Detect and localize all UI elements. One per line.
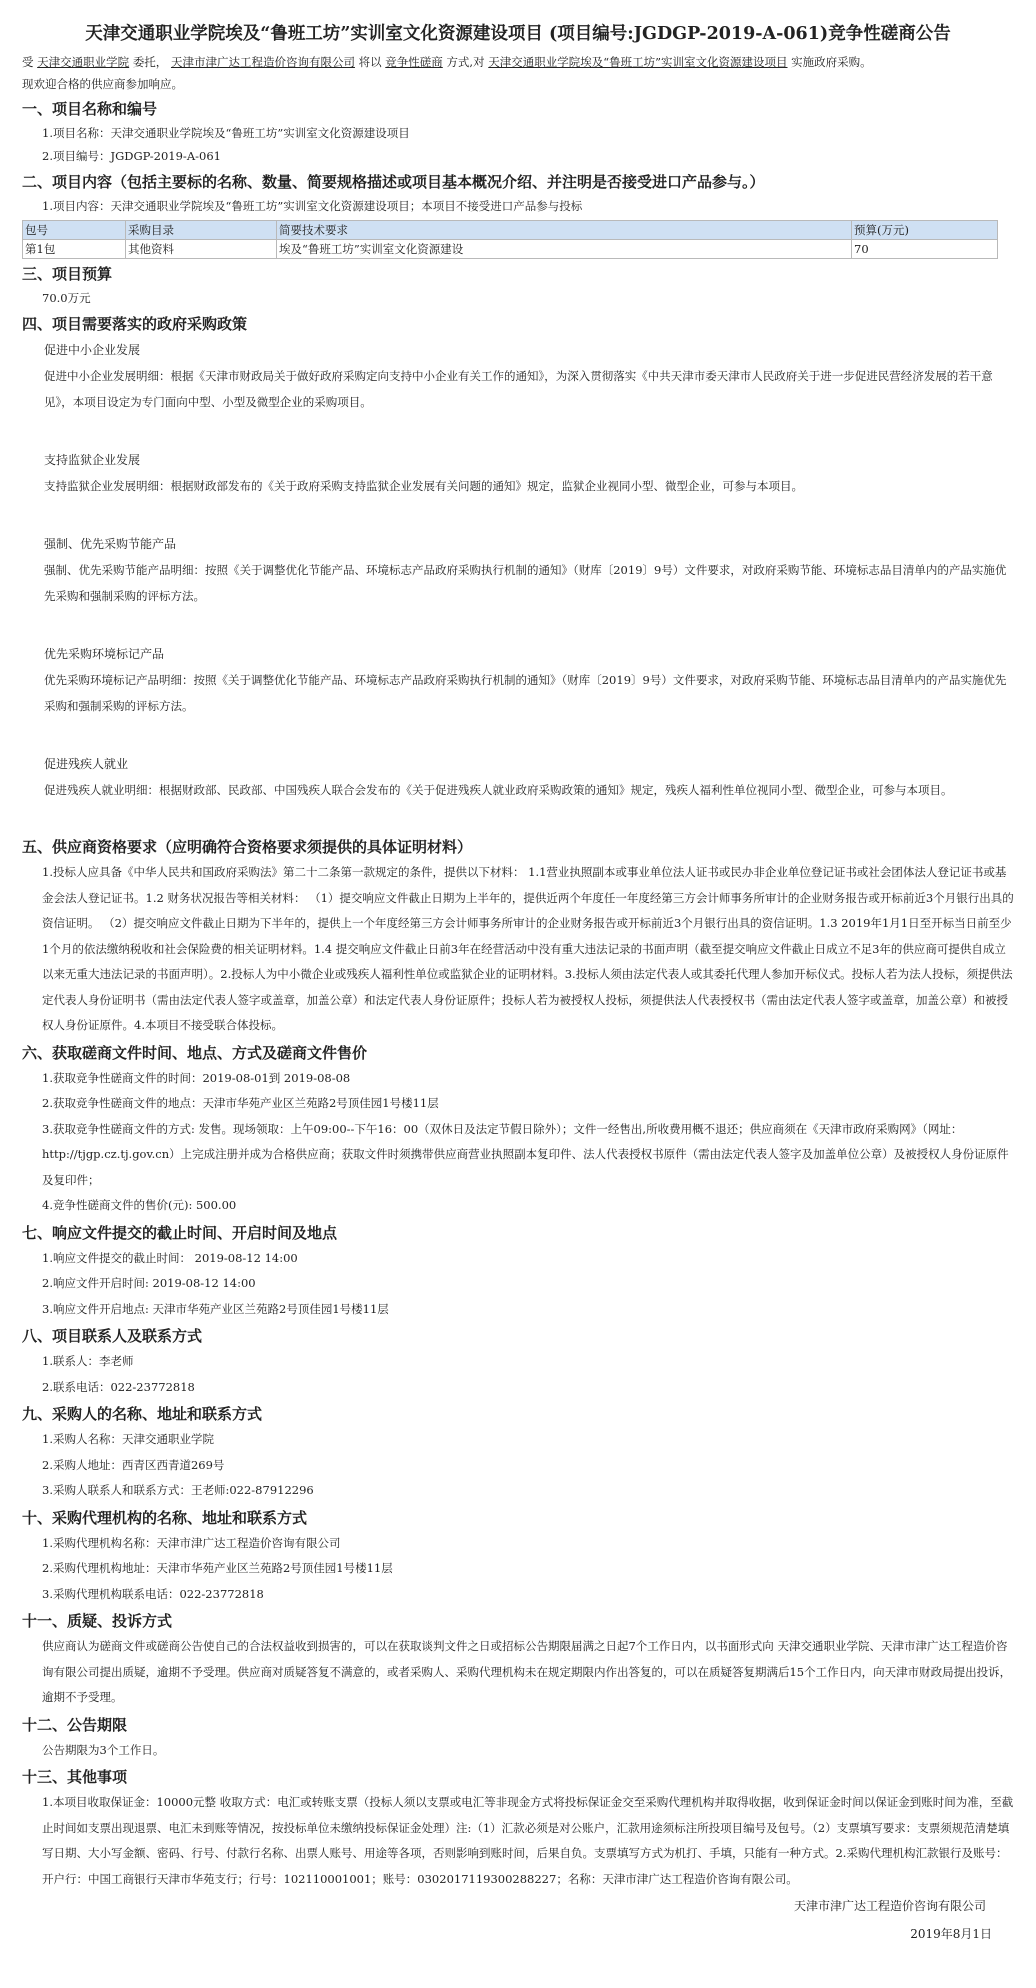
list-item: 2.采购代理机构地址：天津市华苑产业区兰苑路2号顶佳园1号楼11层	[42, 1561, 393, 1575]
col-header: 采购目录	[126, 221, 277, 240]
list-item: 3.采购人联系人和联系方式：王老师:022-87912296	[42, 1483, 314, 1497]
list-item: 1.采购人名称：天津交通职业学院	[42, 1432, 214, 1446]
table-cell: 70	[852, 240, 998, 259]
policy-title: 支持监狱企业发展	[44, 453, 141, 467]
col-header: 包号	[23, 221, 126, 240]
table-row	[23, 240, 998, 259]
list-item: 1.项目名称：天津交通职业学院埃及“鲁班工坊”实训室文化资源建设项目	[42, 126, 410, 140]
budget-value: 70.0万元	[42, 291, 91, 305]
qualification-body: 1.投标人应具备《中华人民共和国政府采购法》第二十二条第一款规定的条件，提供以下材料： 1.1营业执照副本或事业单位法人证书或民办非企业单位登记证书或社会团体法人登记证书或基金会法人登记证书。1.2 财务状况报告等相关材料： （1）提交响应文件截止日期为上半年的，提供近两个年度任一年度经第三方会计师事务所审计的企业财务报告或开标前近3个月银行出具的资信证明。 （2）提交响应文件截止日期为下半年的，提供上一个年度经第三方会计师事务所审计的企业财务报告或开标前近3个月银行出具的资信证明。1.3 2019年1月1日至开标当日前至少1个月的依法缴纳税收和社会保险费的相关证明材料。1.4 提交响应文件截止日前3年在经营活动中没有重大违法记录的书面声明（截至提交响应文件截止日成立不足3年的供应商可提供自成立以来无重大违法记录的书面声明）。2.投标人为中小微企业或残疾人福利性单位或监狱企业的证明材料。3.投标人须由法定代表人或其委托代理人参加开标仪式。投标人若为法人投标，须提供法定代表人身份证明书（需由法定代表人签字或盖章，加盖公章）和法定代表人身份证原件；投标人若为被授权人投标，须提供法人代表授权书（需由法定代表人签字或盖章，加盖公章）和被授权人身份证原件。4.本项目不接受联合体投标。	[42, 865, 1014, 1032]
section-heading: 七、响应文件提交的截止时间、开启时间及地点	[22, 1223, 338, 1242]
intro-text: 将以	[358, 55, 382, 69]
table-header-row	[23, 221, 998, 240]
list-item: 3.采购代理机构联系电话：022-23772818	[42, 1586, 264, 1601]
policy-title: 优先采购环境标记产品	[44, 647, 165, 661]
col-header: 简要技术要求	[277, 221, 852, 240]
signature-date: 2019年8月1日	[910, 1927, 992, 1941]
section-heading: 九、采购人的名称、地址和联系方式	[22, 1405, 263, 1423]
section-heading: 四、项目需要落实的政府采购政策	[22, 315, 248, 333]
list-item: 1.项目内容：天津交通职业学院埃及“鲁班工坊”实训室文化资源建设项目；本项目不接受进口产品参与投标	[42, 199, 583, 213]
section-heading: 八、项目联系人及联系方式	[22, 1327, 203, 1345]
list-item: 2.联系电话：022-23772818	[42, 1379, 195, 1394]
complaint-body: 供应商认为磋商文件或磋商公告使自己的合法权益收到损害的，可以在获取谈判文件之日或招标公告期限届满之日起7个工作日内，以书面形式向 天津交通职业学院、天津市津广达工程造价咨询有限公司提出质疑，逾期不予受理。供应商对质疑答复不满意的，或者采购人、采购代理机构未在规定期限内作出答复的，可以在质疑答复期满后15个工作日内，向天津市财政局提出投诉，逾期不予受理。	[42, 1639, 1012, 1704]
list-item: 4.竞争性磋商文件的售价(元): 500.00	[42, 1198, 237, 1212]
list-item: 3.响应文件开启地点: 天津市华苑产业区兰苑路2号顶佳园1号楼11层	[42, 1301, 389, 1316]
intro-text: 实施政府采购。	[791, 55, 872, 69]
policy-title: 促进残疾人就业	[44, 757, 129, 771]
section-heading: 十一、质疑、投诉方式	[22, 1612, 173, 1630]
section-heading: 十二、公告期限	[22, 1715, 128, 1734]
table-cell: 其他资料	[126, 240, 277, 259]
buyer-name: 天津交通职业学院	[37, 55, 130, 69]
project-name: 天津交通职业学院埃及“鲁班工坊”实训室文化资源建设项目	[488, 55, 788, 69]
policy-body: 优先采购环境标记产品明细：按照《关于调整优化节能产品、环境标志产品政府采购执行机制的通知》（财库〔2019〕9号）文件要求，对政府采购节能、环境标志品目清单内的产品实施优先采购和强制采购的评标方法。	[44, 673, 1007, 713]
section-heading: 六、获取磋商文件时间、地点、方式及磋商文件售价	[22, 1043, 368, 1062]
intro-text: 受	[22, 55, 34, 69]
list-item: 1.获取竞争性磋商文件的时间：2019-08-01到 2019-08-08	[42, 1070, 351, 1085]
intro-line2: 现欢迎合格的供应商参加响应。	[22, 77, 183, 91]
section-heading: 五、供应商资格要求（应明确符合资格要求须提供的具体证明材料）	[22, 838, 473, 856]
signature-org: 天津市津广达工程造价咨询有限公司	[793, 1899, 986, 1913]
procurement-method: 竞争性磋商	[385, 55, 443, 69]
section-heading: 二、项目内容（包括主要标的名称、数量、简要规格描述或项目基本概况介绍、并注明是否接受进口产品参与。）	[22, 173, 765, 191]
notice-period: 公告期限为3个工作日。	[42, 1742, 165, 1757]
policy-body: 强制、优先采购节能产品明细：按照《关于调整优化节能产品、环境标志产品政府采购执行机制的通知》（财库〔2019〕9号）文件要求，对政府采购节能、环境标志品目清单内的产品实施优先采购和强制采购的评标方法。	[44, 563, 1007, 603]
section-heading: 十、采购代理机构的名称、地址和联系方式	[22, 1508, 308, 1527]
policy-body: 促进中小企业发展明细：根据《天津市财政局关于做好政府采购定向支持中小企业有关工作的通知》，为深入贯彻落实《中共天津市委天津市人民政府关于进一步促进民营经济发展的若干意见》，本项目设定为专门面向中型、小型及微型企业的采购项目。	[44, 369, 993, 409]
section-heading: 十三、其他事项	[22, 1768, 128, 1786]
agency-name: 天津市津广达工程造价咨询有限公司	[170, 55, 355, 69]
other-matters-body: 1.本项目收取保证金：10000元整 收取方式：电汇或转账支票（投标人须以支票或电汇等非现金方式将投标保证金交至采购代理机构并取得收据，收到保证金时间以保证金到账时间为准，至截止时间如支票出现退票、电汇未到账等情况，按投标单位未缴纳投标保证金处理）注:（1）汇款必须是对公账户，汇款用途须标注所投项目编号及包号。（2）支票填写要求：支票须规范清楚填写日期、大小写金额、密码、行号、付款行名称、出票人账号、用途等各项，否则影响到账时间，后果自负。支票填写方式为机打、手填，只能有一种方式。2.采购代理机构汇款银行及账号：开户行：中国工商银行天津市华苑支行；行号：102110001001；账号：0302017119300288227；名称：天津市津广达工程造价咨询有限公司。	[42, 1795, 1014, 1886]
intro-text: 方式,对	[446, 55, 485, 69]
intro-paragraph	[22, 51, 1014, 95]
list-item: 1.采购代理机构名称：天津市津广达工程造价咨询有限公司	[42, 1535, 341, 1550]
list-item: 2.获取竞争性磋商文件的地点：天津市华苑产业区兰苑路2号顶佳园1号楼11层	[42, 1096, 439, 1110]
list-item: 3.获取竞争性磋商文件的方式: 发售。现场领取：上午09:00--下午16：00（双休日及法定节假日除外）；文件一经售出,所收费用概不退还；供应商须在《天津市政府采购网》（网址：http://tjgp.cz.tj.gov.cn）上完成注册并成为合格供应商；获取文件时须携带供应商营业执照副本复印件、法人代表授权书原件（需由法定代表人签字及加盖单位公章）及被授权人身份证原件及复印件；	[42, 1121, 1009, 1187]
policy-body: 促进残疾人就业明细：根据财政部、民政部、中国残疾人联合会发布的《关于促进残疾人就业政府采购政策的通知》规定，残疾人福利性单位视同小型、微型企业，可参与本项目。	[44, 783, 953, 797]
table-cell: 第1包	[23, 240, 126, 259]
policy-title: 促进中小企业发展	[44, 343, 141, 357]
list-item: 1.响应文件提交的截止时间： 2019-08-12 14:00	[42, 1250, 298, 1265]
section-heading: 一、项目名称和编号	[22, 100, 158, 118]
section-heading: 三、项目预算	[22, 265, 113, 283]
list-item: 2.项目编号：JGDGP-2019-A-061	[42, 149, 221, 163]
list-item: 1.联系人：李老师	[42, 1354, 134, 1368]
page-title: 天津交通职业学院埃及“鲁班工坊”实训室文化资源建设项目 (项目编号:JGDGP-2019-A-061)竞争性磋商公告	[85, 24, 951, 44]
intro-text: 委托，	[132, 55, 168, 69]
list-item: 2.采购人地址：西青区西青道269号	[42, 1457, 225, 1472]
list-item: 2.响应文件开启时间: 2019-08-12 14:00	[42, 1276, 256, 1290]
policy-title: 强制、优先采购节能产品	[44, 537, 177, 551]
table-cell: 埃及“鲁班工坊”实训室文化资源建设	[277, 240, 852, 259]
procurement-table	[22, 220, 998, 259]
policy-body: 支持监狱企业发展明细：根据财政部发布的《关于政府采购支持监狱企业发展有关问题的通知》规定，监狱企业视同小型、微型企业，可参与本项目。	[44, 479, 803, 493]
col-header: 预算(万元)	[852, 221, 998, 240]
